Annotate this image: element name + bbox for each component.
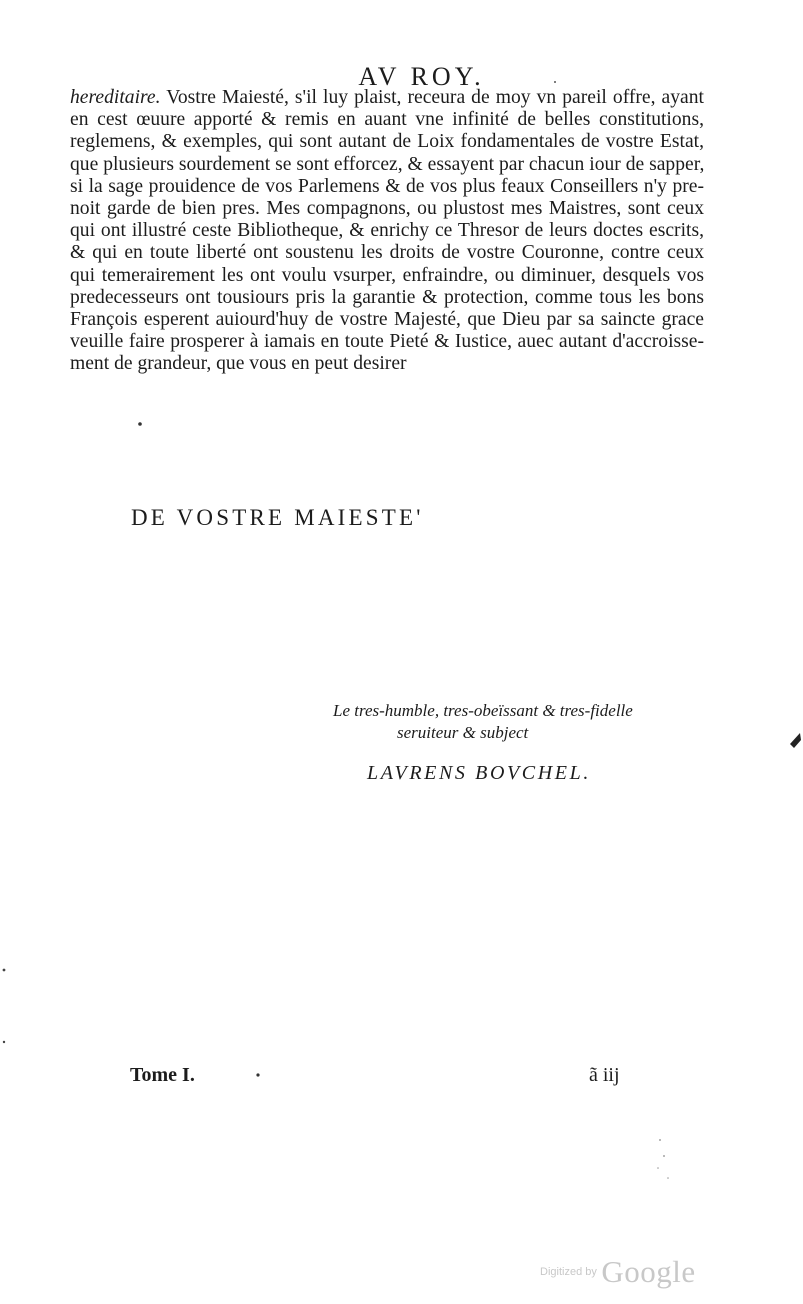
text-line — [70, 87, 704, 109]
signature-mark: ã iij — [589, 1064, 620, 1086]
signature-block — [333, 700, 633, 785]
volume-label: Tome I. — [130, 1064, 195, 1086]
speck — [659, 1139, 661, 1141]
speck — [256, 1073, 259, 1076]
signatory-name: LAVRENS BOVCHEL. — [367, 762, 591, 784]
closing-salutation: DE VOSTRE MAIESTE' — [131, 505, 424, 530]
digitized-watermark — [540, 1254, 696, 1290]
speck — [657, 1167, 659, 1169]
text-line: que plusieurs sourdement se sont efforcez, & essayent par chacun iour de sapper, — [70, 153, 705, 175]
signature-line-1: Le tres-humble, tres-obeïssant & tres-fidelle — [333, 701, 633, 720]
text-line: & qui en toute liberté ont soustenu les droits de vostre Couronne, contre ceux — [70, 242, 704, 264]
speck — [3, 1041, 5, 1043]
text-line: predecesseurs ont tousiours pris la garantie & protection, comme tous les bons — [70, 286, 704, 308]
text-line: noit garde de bien pres. Mes compagnons, ou plustost mes Maistres, sont ceux — [70, 198, 704, 220]
speck — [3, 969, 6, 972]
body-paragraph — [70, 87, 704, 376]
speck — [138, 422, 142, 426]
text-line: qui temerairement les ont voulu vsurper, enfraindre, ou diminuer, desquels vos — [70, 264, 704, 286]
text-line: reglemens, & exemples, qui sont autant de Loix fondamentales de vostre Estat, — [70, 131, 704, 153]
margin-mark — [790, 733, 801, 748]
text-line: ment de grandeur, que vous en peut desirer — [70, 353, 407, 375]
running-head: AV ROY. — [358, 62, 485, 91]
text-line: François esperent auiourd'huy de vostre Majesté, que Dieu par sa saincte grace — [70, 309, 704, 331]
text-line: qui ont illustré ceste Bibliotheque, & enrichy ce Thresor de leurs doctes escrits, — [70, 220, 704, 242]
first-word: hereditaire. — [70, 87, 161, 108]
speck — [663, 1155, 665, 1157]
speck — [667, 1177, 669, 1179]
text-line: veuille faire prosperer à iamais en toute Pieté & Iustice, auec autant d'accroisse- — [70, 331, 704, 353]
text-line: en cest œuure apporté & remis en auant vne infinité de belles constitutions, — [70, 109, 704, 131]
google-logo: Google — [601, 1254, 696, 1289]
watermark-prefix: Digitized by — [540, 1266, 597, 1278]
signature-line-2: seruiteur & subject — [397, 723, 529, 742]
first-line-rest: Vostre Maiesté, s'il luy plaist, receura de moy vn pareil offre, ayant — [160, 87, 704, 108]
text-line: si la sage prouidence de vos Parlemens & de vos plus feaux Conseillers n'y pre- — [70, 175, 704, 197]
